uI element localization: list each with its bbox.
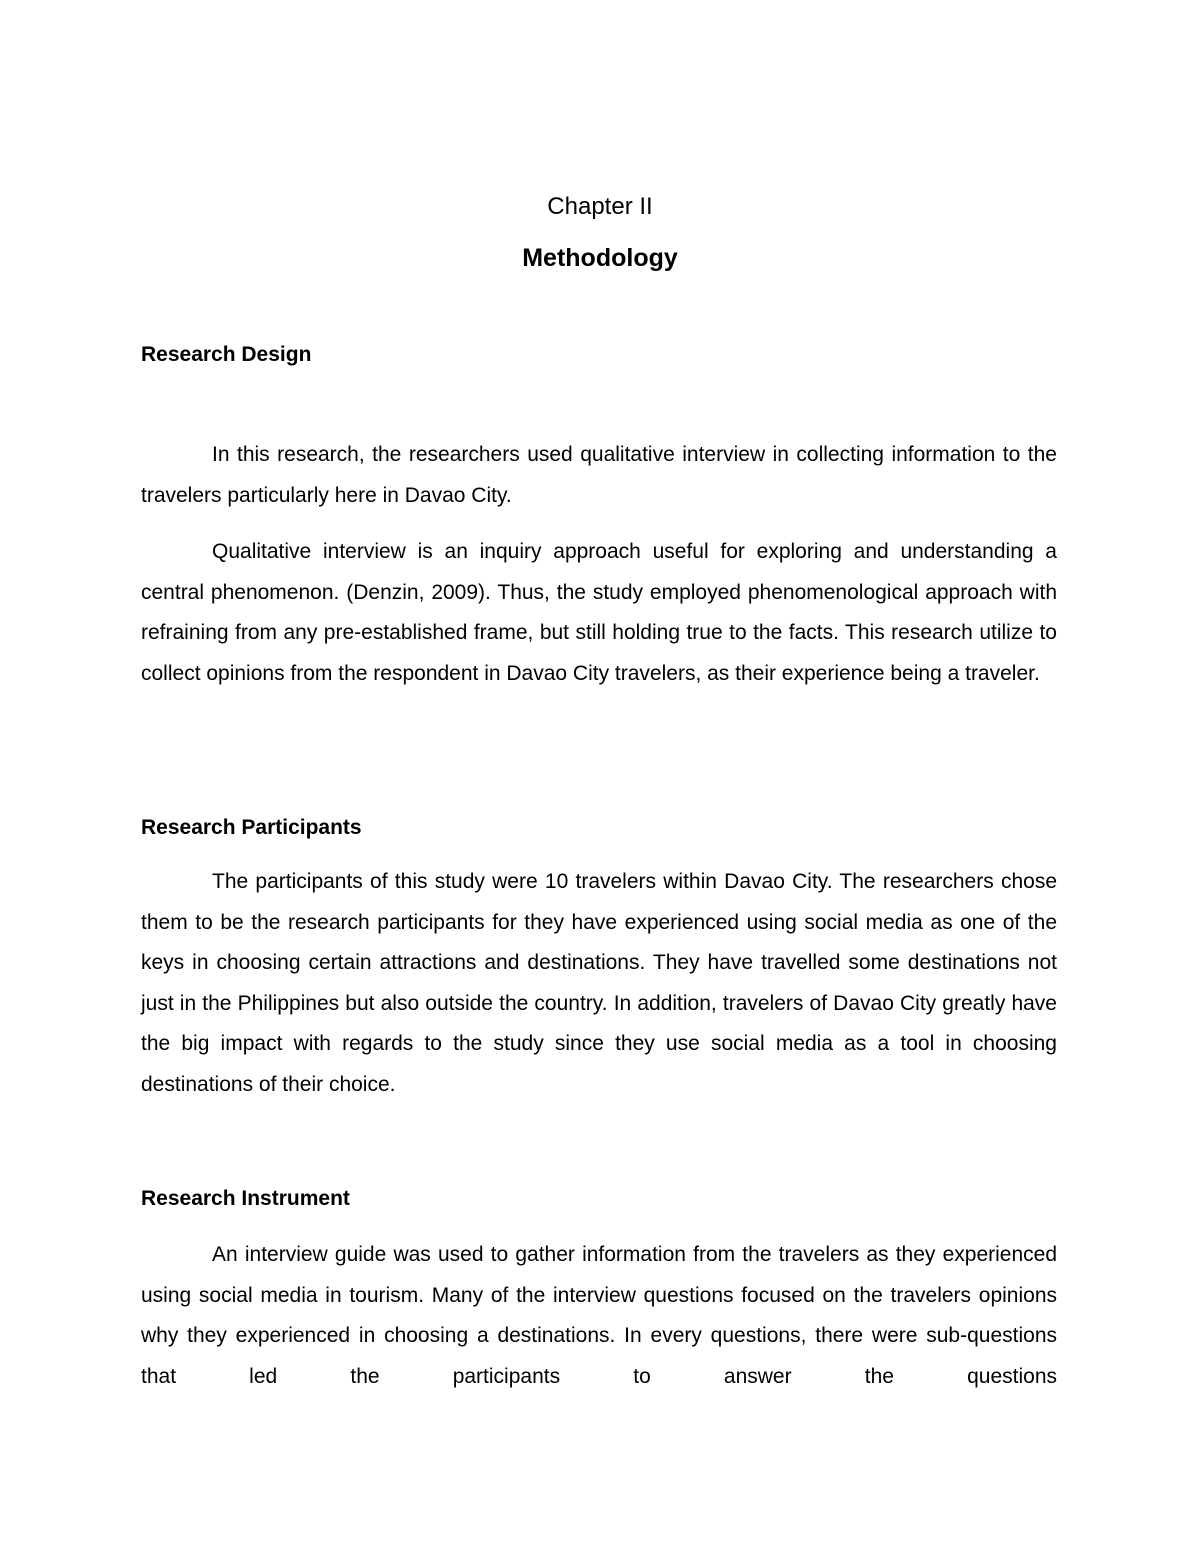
chapter-number: Chapter II <box>547 193 653 220</box>
section-heading-research-design: Research Design <box>141 343 312 366</box>
paragraph-research-design-1: In this research, the researchers used qualitative interview in collecting information to the travelers particularly here in Davao City. <box>141 443 1057 507</box>
section-heading-research-instrument: Research Instrument <box>141 1187 350 1210</box>
paragraph-research-instrument-1: An interview guide was used to gather information from the travelers as they experienced using social media in tourism. Many of the interview questions focused on the travelers opinions why they experienced in choosing a destinations. In every questions, there were sub-questions that led the participants to answer the questions <box>141 1243 1057 1388</box>
paragraph-research-participants-1: The participants of this study were 10 travelers within Davao City. The researchers chose them to be the research participants for they have experienced using social media as one of the keys in choosing certain attractions and destinations. They have travelled some destinations not just in the Philippines but also outside the country. In addition, travelers of Davao City greatly have the big impact with regards to the study since they use social media as a tool in choosing destinations of their choice. <box>141 870 1057 1096</box>
section-heading-research-participants: Research Participants <box>141 816 362 839</box>
chapter-title: Methodology <box>522 244 678 272</box>
paragraph-research-design-2: Qualitative interview is an inquiry approach useful for exploring and understanding a central phenomenon. (Denzin, 2009). Thus, the study employed phenomenological approach with refraining from any pre-established frame, but still holding true to the facts. This research utilize to collect opinions from the respondent in Davao City travelers, as their experience being a traveler. <box>141 540 1057 685</box>
